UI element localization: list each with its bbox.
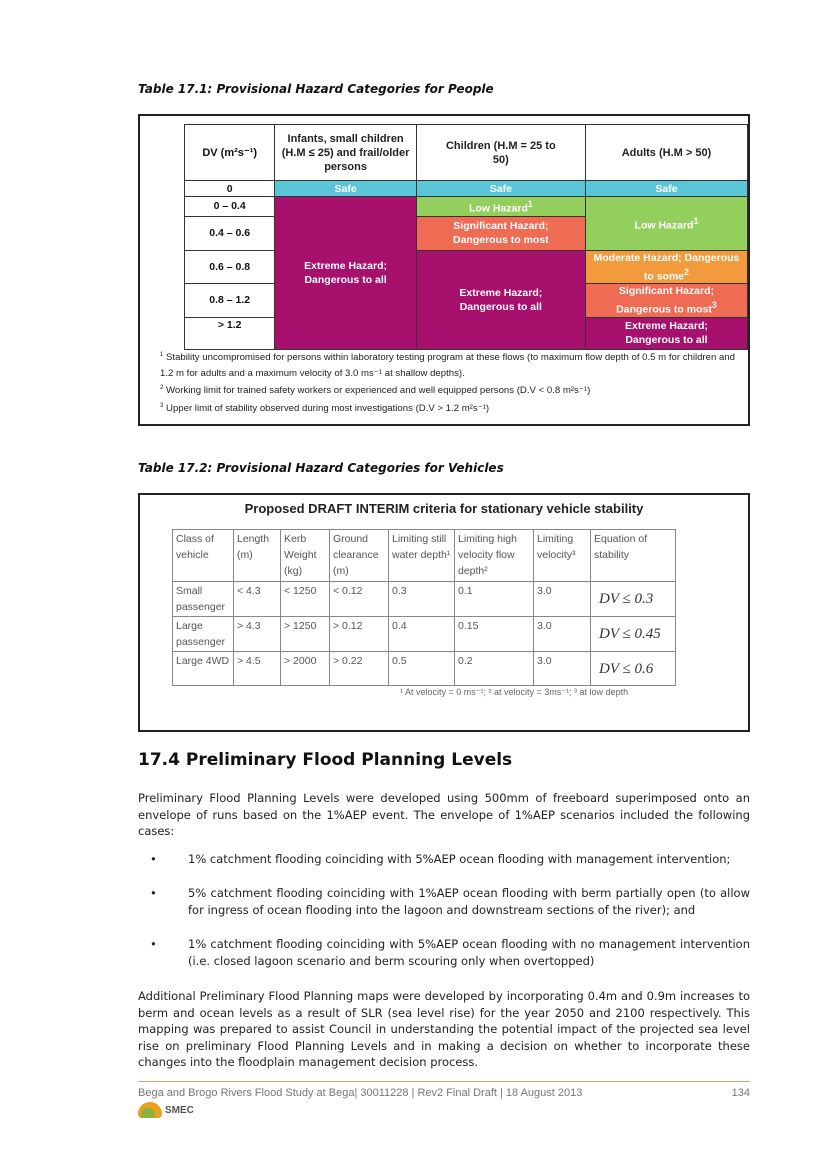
vehicle-cell: 3.0 <box>534 617 591 652</box>
vehicle-cell: Large passenger <box>173 617 234 652</box>
vehicle-stability-table <box>172 529 676 686</box>
vehicle-cell: 3.0 <box>534 652 591 686</box>
list-item <box>138 851 750 868</box>
extreme-hazard-cell <box>416 250 585 349</box>
significant-hazard-label: Significant Hazard; Dangerous to most <box>616 285 715 316</box>
vehicle-cell: 0.15 <box>455 617 534 652</box>
vehicle-cell: 0.2 <box>455 652 534 686</box>
extreme-hazard-label: Extreme Hazard; Dangerous to all <box>459 286 543 313</box>
table-row <box>173 617 676 652</box>
dv-row: 0.4 – 0.6 <box>185 216 275 250</box>
vehicle-header: Limiting velocity³ <box>534 530 591 582</box>
extreme-hazard-cell <box>585 317 747 349</box>
vehicle-cell: 0.4 <box>389 617 455 652</box>
vehicle-header: Limiting still water depth¹ <box>389 530 455 582</box>
dv-row: 0.6 – 0.8 <box>185 250 275 284</box>
bullet-icon: • <box>150 937 157 951</box>
stability-equation: DV ≤ 0.6 <box>591 652 676 686</box>
footnote-1: $^1$ Stability uncompromised for persons within laboratory testing program at these flows (to maximum flow depth of 0.5 m for children and 1.2 m for adults and a maximum velocity of 3.0 ms⁻¹ at shallow depths). <box>160 352 735 379</box>
bullet-icon: • <box>150 886 157 900</box>
dv-row: 0.8 – 1.2 <box>185 284 275 318</box>
page-number: 134 <box>731 1087 750 1099</box>
vehicle-cell: Large 4WD <box>173 652 234 686</box>
people-hazard-table <box>184 124 748 350</box>
vehicle-cell: 0.1 <box>455 582 534 617</box>
vehicle-header: Limiting high velocity flow depth² <box>455 530 534 582</box>
hazard-footnotes <box>160 348 745 417</box>
vehicle-header: Equation of stability <box>591 530 676 582</box>
significant-hazard-cell <box>416 216 585 250</box>
vehicle-cell: < 1250 <box>281 582 330 617</box>
vehicle-table-title: Proposed DRAFT INTERIM criteria for stationary vehicle stability <box>244 501 644 516</box>
extreme-hazard-label: Extreme Hazard; Dangerous to all <box>304 259 388 286</box>
logo-icon <box>138 1102 162 1118</box>
list-item <box>138 885 750 919</box>
bullet-text: 5% catchment flooding coinciding with 1%AEP ocean flooding with berm partially open (to allow for ingress of ocean flooding into the lagoon and downstream sections of the river); and <box>188 886 750 917</box>
vehicle-cell: < 0.12 <box>330 582 389 617</box>
footnote-1-text: Stability uncompromised for persons within laboratory testing program at these flows (to maximum flow depth of 0.5 m for children and 1.2 m for adults and a maximum velocity of 3.0 ms⁻¹ at shallow depths). <box>160 352 735 379</box>
vehicle-header: Class of vehicle <box>173 530 234 582</box>
moderate-hazard-cell: Moderate Hazard; Dangerous to some$^2$ <box>585 250 747 284</box>
footnote-2-text: Working limit for trained safety workers or experienced and well equipped persons (D.V < 0.8 m²s⁻¹) <box>166 385 591 397</box>
table-row <box>173 652 676 686</box>
smec-logo <box>138 1102 194 1118</box>
vehicle-table-note: ¹ At velocity = 0 ms⁻¹; ² at velocity = 3ms⁻¹; ³ at low depth <box>400 687 629 697</box>
vehicle-header: Length (m) <box>234 530 281 582</box>
vehicle-cell: > 0.22 <box>330 652 389 686</box>
vehicle-cell: Small passenger <box>173 582 234 617</box>
low-hazard-cell: Low Hazard$^1$ <box>416 197 585 217</box>
logo-text: SMEC <box>165 1104 194 1116</box>
dv-header: DV (m²s⁻¹) <box>185 125 275 181</box>
closing-paragraph: Additional Preliminary Flood Planning maps were developed by incorporating 0.4m and 0.9m increases to berm and ocean levels as a result of SLR (sea level rise) for the year 2050 and 2100 respectively. This mapping was prepared to assist Council in understanding the potential impact of the projected sea level rise on preliminary Flood Planning Levels and in making a decision on whether to incorporate these changes into the floodplain management decision process. <box>138 989 750 1069</box>
section-heading: 17.4 Preliminary Flood Planning Levels <box>138 750 513 770</box>
bullet-icon: • <box>150 852 157 866</box>
vehicle-cell: < 4.3 <box>234 582 281 617</box>
significant-hazard-cell: Significant Hazard; Dangerous to most$^3$ <box>585 284 747 318</box>
intro-paragraph: Preliminary Flood Planning Levels were developed using 500mm of freeboard superimposed onto an envelope of runs based on the 1%AEP event. The envelope of 1%AEP scenarios included the following cases: <box>138 791 750 838</box>
vehicle-cell: > 1250 <box>281 617 330 652</box>
footnote-3-text: Upper limit of stability observed during most investigations (D.V > 1.2 m²s⁻¹) <box>166 403 490 415</box>
safe-cell: Safe <box>585 181 747 197</box>
vehicle-cell: > 4.5 <box>234 652 281 686</box>
dv-row: > 1.2 <box>185 317 275 349</box>
vehicle-cell: > 0.12 <box>330 617 389 652</box>
vehicle-stability-figure <box>138 493 750 732</box>
extreme-hazard-label: Extreme Hazard; Dangerous to all <box>625 320 708 346</box>
significant-hazard-label: Significant Hazard; Dangerous to most <box>453 220 549 246</box>
vehicle-cell: 0.5 <box>389 652 455 686</box>
vehicle-header: Kerb Weight (kg) <box>281 530 330 582</box>
low-hazard-cell: Low Hazard$^1$ <box>585 197 747 251</box>
footnote-3: $^3$ Upper limit of stability observed during most investigations (D.V > 1.2 m²s⁻¹) <box>160 402 490 415</box>
vehicle-cell: 0.3 <box>389 582 455 617</box>
infants-header: Infants, small children (H.M ≤ 25) and frail/older persons <box>275 125 416 181</box>
adults-header: Adults (H.M > 50) <box>585 125 747 181</box>
table-17-1-caption: Table 17.1: Provisional Hazard Categories for People <box>138 82 494 96</box>
bullet-text: 1% catchment flooding coinciding with 5%AEP ocean flooding with no management intervention (i.e. closed lagoon scenario and berm scouring only when overtopped) <box>188 937 750 968</box>
moderate-hazard-label: Moderate Hazard; Dangerous to some <box>593 251 740 282</box>
vehicle-cell: > 4.3 <box>234 617 281 652</box>
people-hazard-figure <box>138 114 750 426</box>
footer-rule <box>138 1081 750 1082</box>
low-hazard-label: Low Hazard <box>468 202 528 215</box>
safe-cell: Safe <box>275 181 416 197</box>
extreme-hazard-cell <box>275 197 416 350</box>
footnote-2: $^2$ Working limit for trained safety workers or experienced and well equipped persons (D.V < 0.8 m²s⁻¹) <box>160 385 591 397</box>
safe-cell: Safe <box>416 181 585 197</box>
dv-row: 0 – 0.4 <box>185 197 275 217</box>
vehicle-cell: 3.0 <box>534 582 591 617</box>
vehicle-header: Ground clearance (m) <box>330 530 389 582</box>
dv-row: 0 <box>185 181 275 197</box>
children-header: Children (H.M = 25 to 50) <box>416 125 585 181</box>
table-row <box>173 582 676 617</box>
stability-equation: DV ≤ 0.3 <box>591 582 676 617</box>
vehicle-cell: > 2000 <box>281 652 330 686</box>
table-17-2-caption: Table 17.2: Provisional Hazard Categories for Vehicles <box>138 461 504 475</box>
low-hazard-label: Low Hazard <box>634 219 694 232</box>
stability-equation: DV ≤ 0.45 <box>591 617 676 652</box>
bullet-text: 1% catchment flooding coinciding with 5%AEP ocean flooding with management intervention; <box>188 852 731 866</box>
list-item <box>138 936 750 970</box>
footer-text: Bega and Brogo Rivers Flood Study at Bega| 30011228 | Rev2 Final Draft | 18 August 2013 <box>138 1087 583 1099</box>
